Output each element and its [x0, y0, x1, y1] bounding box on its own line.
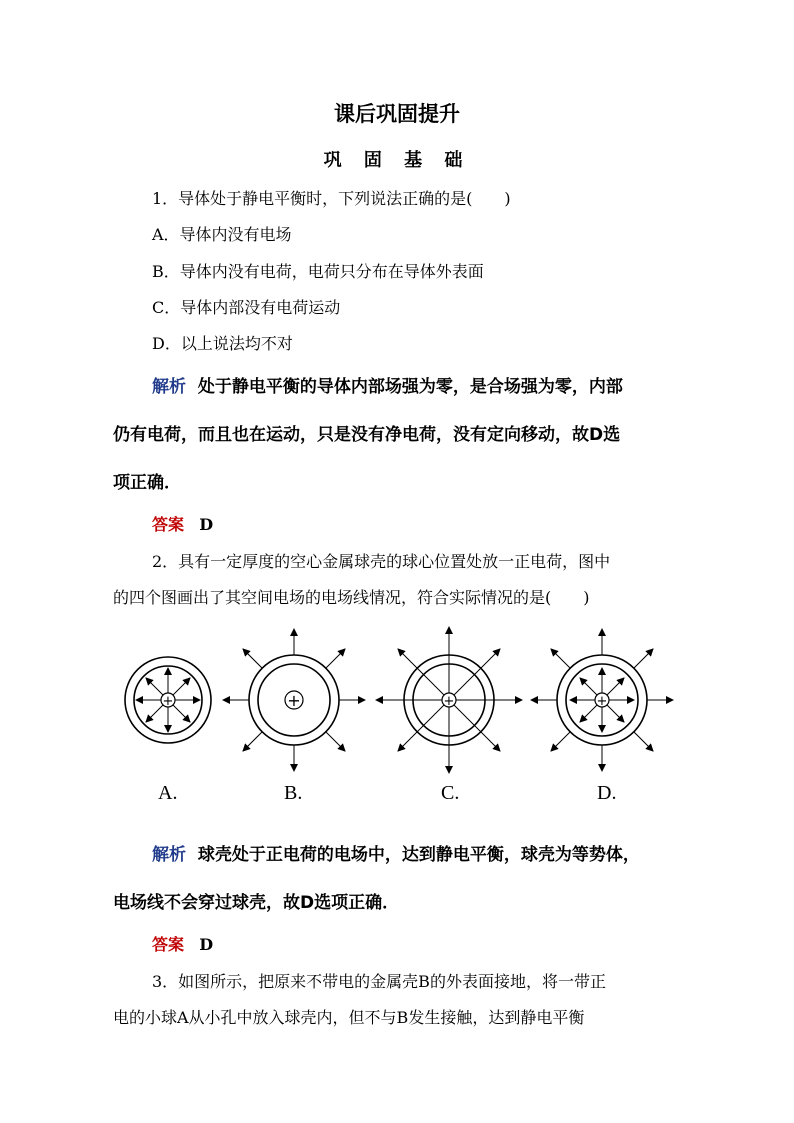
- figure-a: [125, 657, 211, 743]
- figure-label-c: C.: [441, 782, 460, 804]
- q1-answer-value: D: [199, 515, 214, 534]
- q1-option-c: C．导体内部没有电荷运动: [152, 298, 341, 317]
- figure-label-d: D.: [597, 782, 617, 804]
- q2-analysis-label: 解析: [152, 845, 186, 865]
- q2-answer: [152, 932, 213, 955]
- q2-analysis-line-1: [152, 840, 640, 865]
- q2-analysis-text-1: 球壳处于正电荷的电场中，达到静电平衡，球壳为等势体，: [197, 845, 640, 865]
- q1-analysis-line-2: 仍有电荷，而且也在运动，只是没有净电荷，没有定向移动，故D选: [113, 425, 621, 445]
- charge-plus-a: +: [162, 694, 174, 709]
- q1-analysis-text-1: 处于静电平衡的导体内部场强为零，是合场强为零，内部: [197, 377, 623, 397]
- q3-stem-line-1: 3．如图所示，把原来不带电的金属壳B的外表面接地，将一带正: [152, 972, 606, 991]
- section-title: 巩 固 基 础: [323, 150, 471, 171]
- q2-answer-label: 答案: [152, 935, 185, 954]
- q1-option-d: D．以上说法均不对: [152, 334, 293, 353]
- q2-stem-line-1: 2．具有一定厚度的空心金属球壳的球心位置处放一正电荷，图中: [152, 552, 611, 571]
- figure-label-b: B.: [284, 782, 303, 804]
- q2-analysis-line-2: 电场线不会穿过球壳，故D选项正确．: [113, 893, 400, 913]
- q2-answer-value: D: [199, 935, 214, 954]
- figure-d: [531, 629, 673, 771]
- figure-c: [376, 627, 522, 773]
- q1-option-b: B．导体内没有电荷，电荷只分布在导体外表面: [152, 262, 484, 281]
- q2-stem-line-2: 的四个图画出了其空间电场的电场线情况，符合实际情况的是( ): [113, 588, 590, 607]
- charge-plus-b: +: [287, 691, 301, 710]
- q1-stem: 1．导体处于静电平衡时，下列说法正确的是( ): [152, 189, 511, 208]
- q1-analysis-line-3: 项正确．: [113, 473, 181, 493]
- figure-label-a: A.: [158, 782, 178, 804]
- q1-answer-label: 答案: [152, 515, 185, 534]
- q3-stem-line-2: 电的小球A从小孔中放入球壳内，但不与B发生接触，达到静电平衡: [113, 1008, 585, 1027]
- figure-b: [223, 629, 365, 771]
- charge-plus-d: +: [596, 694, 608, 709]
- page-title: 课后巩固提升: [334, 101, 460, 126]
- q1-analysis-label: 解析: [152, 377, 186, 397]
- q1-option-a: A．导体内没有电场: [152, 225, 292, 244]
- charge-plus-c: +: [443, 694, 455, 709]
